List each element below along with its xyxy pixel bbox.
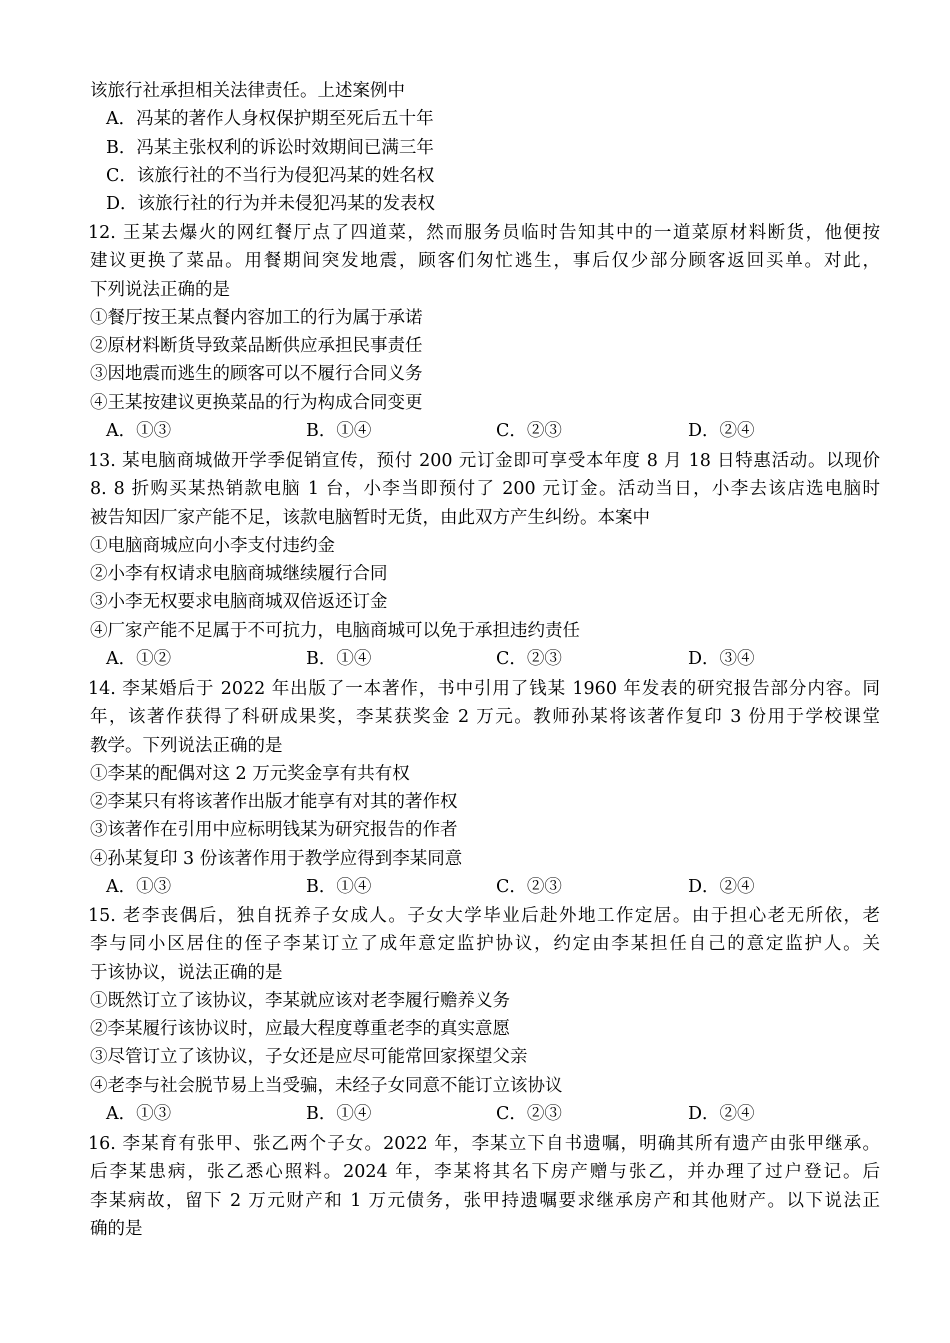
question-15 — [90, 902, 880, 1128]
question-text-line: 13. 某电脑商城做开学季促销宣传，预付 200 元订金即可享受本年度 8 月 18 日特惠活动。以现价 — [88, 451, 880, 471]
statement-item: ③该著作在引用中应标明钱某为研究报告的作者 — [90, 820, 458, 841]
statement-item: ④孙某复印 3 份该著作用于教学应得到李某同意 — [90, 848, 463, 869]
question-text-line: 15. 老李丧偶后，独自抚养子女成人。子女大学毕业后赴外地工作定居。由于担心老无所依，老 — [88, 906, 880, 926]
choice-b: B．①④ — [306, 649, 372, 670]
answer-choices — [90, 645, 880, 673]
statement-item: ①电脑商城应向小李支付违约金 — [90, 535, 335, 556]
question-11-tail — [90, 77, 880, 218]
question-text-line: 下列说法正确的是 — [90, 279, 230, 300]
choice-a: A．①② — [106, 649, 172, 670]
statement-item: ③小李无权要求电脑商城双倍返还订金 — [90, 592, 388, 613]
question-text-line: 16. 李某育有张甲、张乙两个子女。2022 年，李某立下自书遗嘱，明确其所有遗产由张甲继承。 — [88, 1134, 880, 1154]
option-a: A．冯某的著作人身权保护期至死后五十年 — [106, 109, 434, 130]
answer-choices — [90, 1100, 880, 1128]
statement-item: ④厂家产能不足属于不可抗力，电脑商城可以免于承担违约责任 — [90, 620, 580, 641]
choice-a: A．①③ — [106, 877, 172, 898]
choice-b: B．①④ — [306, 877, 372, 898]
statement-item: ③尽管订立了该协议，子女还是应尽可能常回家探望父亲 — [90, 1047, 528, 1068]
question-text-line: 被告知因厂家产能不足，该款电脑暂时无货，由此双方产生纠纷。本案中 — [90, 507, 650, 528]
question-text-line: 8. 8 折购买某热销款电脑 1 台，小李当即预付了 200 元订金。活动当日，小李去该店选电脑时 — [90, 479, 880, 500]
statement-item: ①李某的配偶对这 2 万元奖金享有共有权 — [90, 763, 410, 784]
statement-item: ②李某履行该协议时，应最大程度尊重老李的真实意愿 — [90, 1019, 510, 1040]
choice-c: C．②③ — [496, 421, 562, 442]
question-13 — [90, 447, 880, 673]
choice-d: D．②④ — [688, 1104, 755, 1125]
statement-item: ②原材料断货导致菜品断供应承担民事责任 — [90, 336, 423, 357]
choice-c: C．②③ — [496, 649, 562, 670]
answer-choices — [90, 417, 880, 445]
choice-b: B．①④ — [306, 421, 372, 442]
statement-item: ①既然订立了该协议，李某就应该对老李履行赡养义务 — [90, 990, 510, 1011]
question-text-line: 12. 王某去爆火的网红餐厅点了四道菜，然而服务员临时告知其中的一道菜原材料断货，他便按 — [88, 223, 880, 243]
question-text-line: 建议更换了菜品。用餐期间突发地震，顾客们匆忙逃生，事后仅少部分顾客返回买单。对此， — [90, 251, 880, 272]
choice-a: A．①③ — [106, 421, 172, 442]
choice-c: C．②③ — [496, 1104, 562, 1125]
choice-d: D．②④ — [688, 421, 755, 442]
statement-item: ④老李与社会脱节易上当受骗，未经子女同意不能订立该协议 — [90, 1075, 563, 1096]
question-16 — [90, 1130, 880, 1243]
question-text-line: 李与同小区居住的侄子李某订立了成年意定监护协议，约定由李某担任自己的意定监护人。关 — [90, 934, 880, 955]
statement-item: ④王某按建议更换菜品的行为构成合同变更 — [90, 392, 423, 413]
question-text-line: 后李某患病，张乙悉心照料。2024 年，李某将其名下房产赠与张乙，并办理了过户登记。后 — [90, 1162, 880, 1183]
statement-item: ③因地震而逃生的顾客可以不履行合同义务 — [90, 364, 423, 385]
statement-item: ②小李有权请求电脑商城继续履行合同 — [90, 564, 388, 585]
choice-c: C．②③ — [496, 877, 562, 898]
choice-d: D．②④ — [688, 877, 755, 898]
question-text-line: 年，该著作获得了科研成果奖，李某获奖金 2 万元。教师孙某将该著作复印 3 份用于学校课堂 — [90, 707, 880, 728]
question-text-line: 该旅行社承担相关法律责任。上述案例中 — [90, 81, 405, 101]
statement-item: ②李某只有将该著作出版才能享有对其的著作权 — [90, 792, 458, 813]
question-text-line: 于该协议，说法正确的是 — [90, 962, 283, 983]
question-text-line: 李某病故，留下 2 万元财产和 1 万元债务，张甲持遗嘱要求继承房产和其他财产。以下说法正 — [90, 1190, 880, 1211]
statement-item: ①餐厅按王某点餐内容加工的行为属于承诺 — [90, 307, 423, 328]
question-text-line: 确的是 — [90, 1218, 143, 1239]
option-b: B．冯某主张权利的诉讼时效期间已满三年 — [106, 137, 434, 158]
question-text-line: 教学。下列说法正确的是 — [90, 735, 283, 756]
question-14 — [90, 675, 880, 901]
option-c: C．该旅行社的不当行为侵犯冯某的姓名权 — [106, 165, 435, 186]
question-text-line: 14. 李某婚后于 2022 年出版了一本著作，书中引用了钱某 1960 年发表的研究报告部分内容。同 — [88, 679, 880, 699]
answer-choices — [90, 873, 880, 901]
choice-b: B．①④ — [306, 1104, 372, 1125]
choice-d: D．③④ — [688, 649, 755, 670]
question-12 — [90, 219, 880, 445]
choice-a: A．①③ — [106, 1104, 172, 1125]
option-d: D．该旅行社的行为并未侵犯冯某的发表权 — [106, 194, 436, 215]
